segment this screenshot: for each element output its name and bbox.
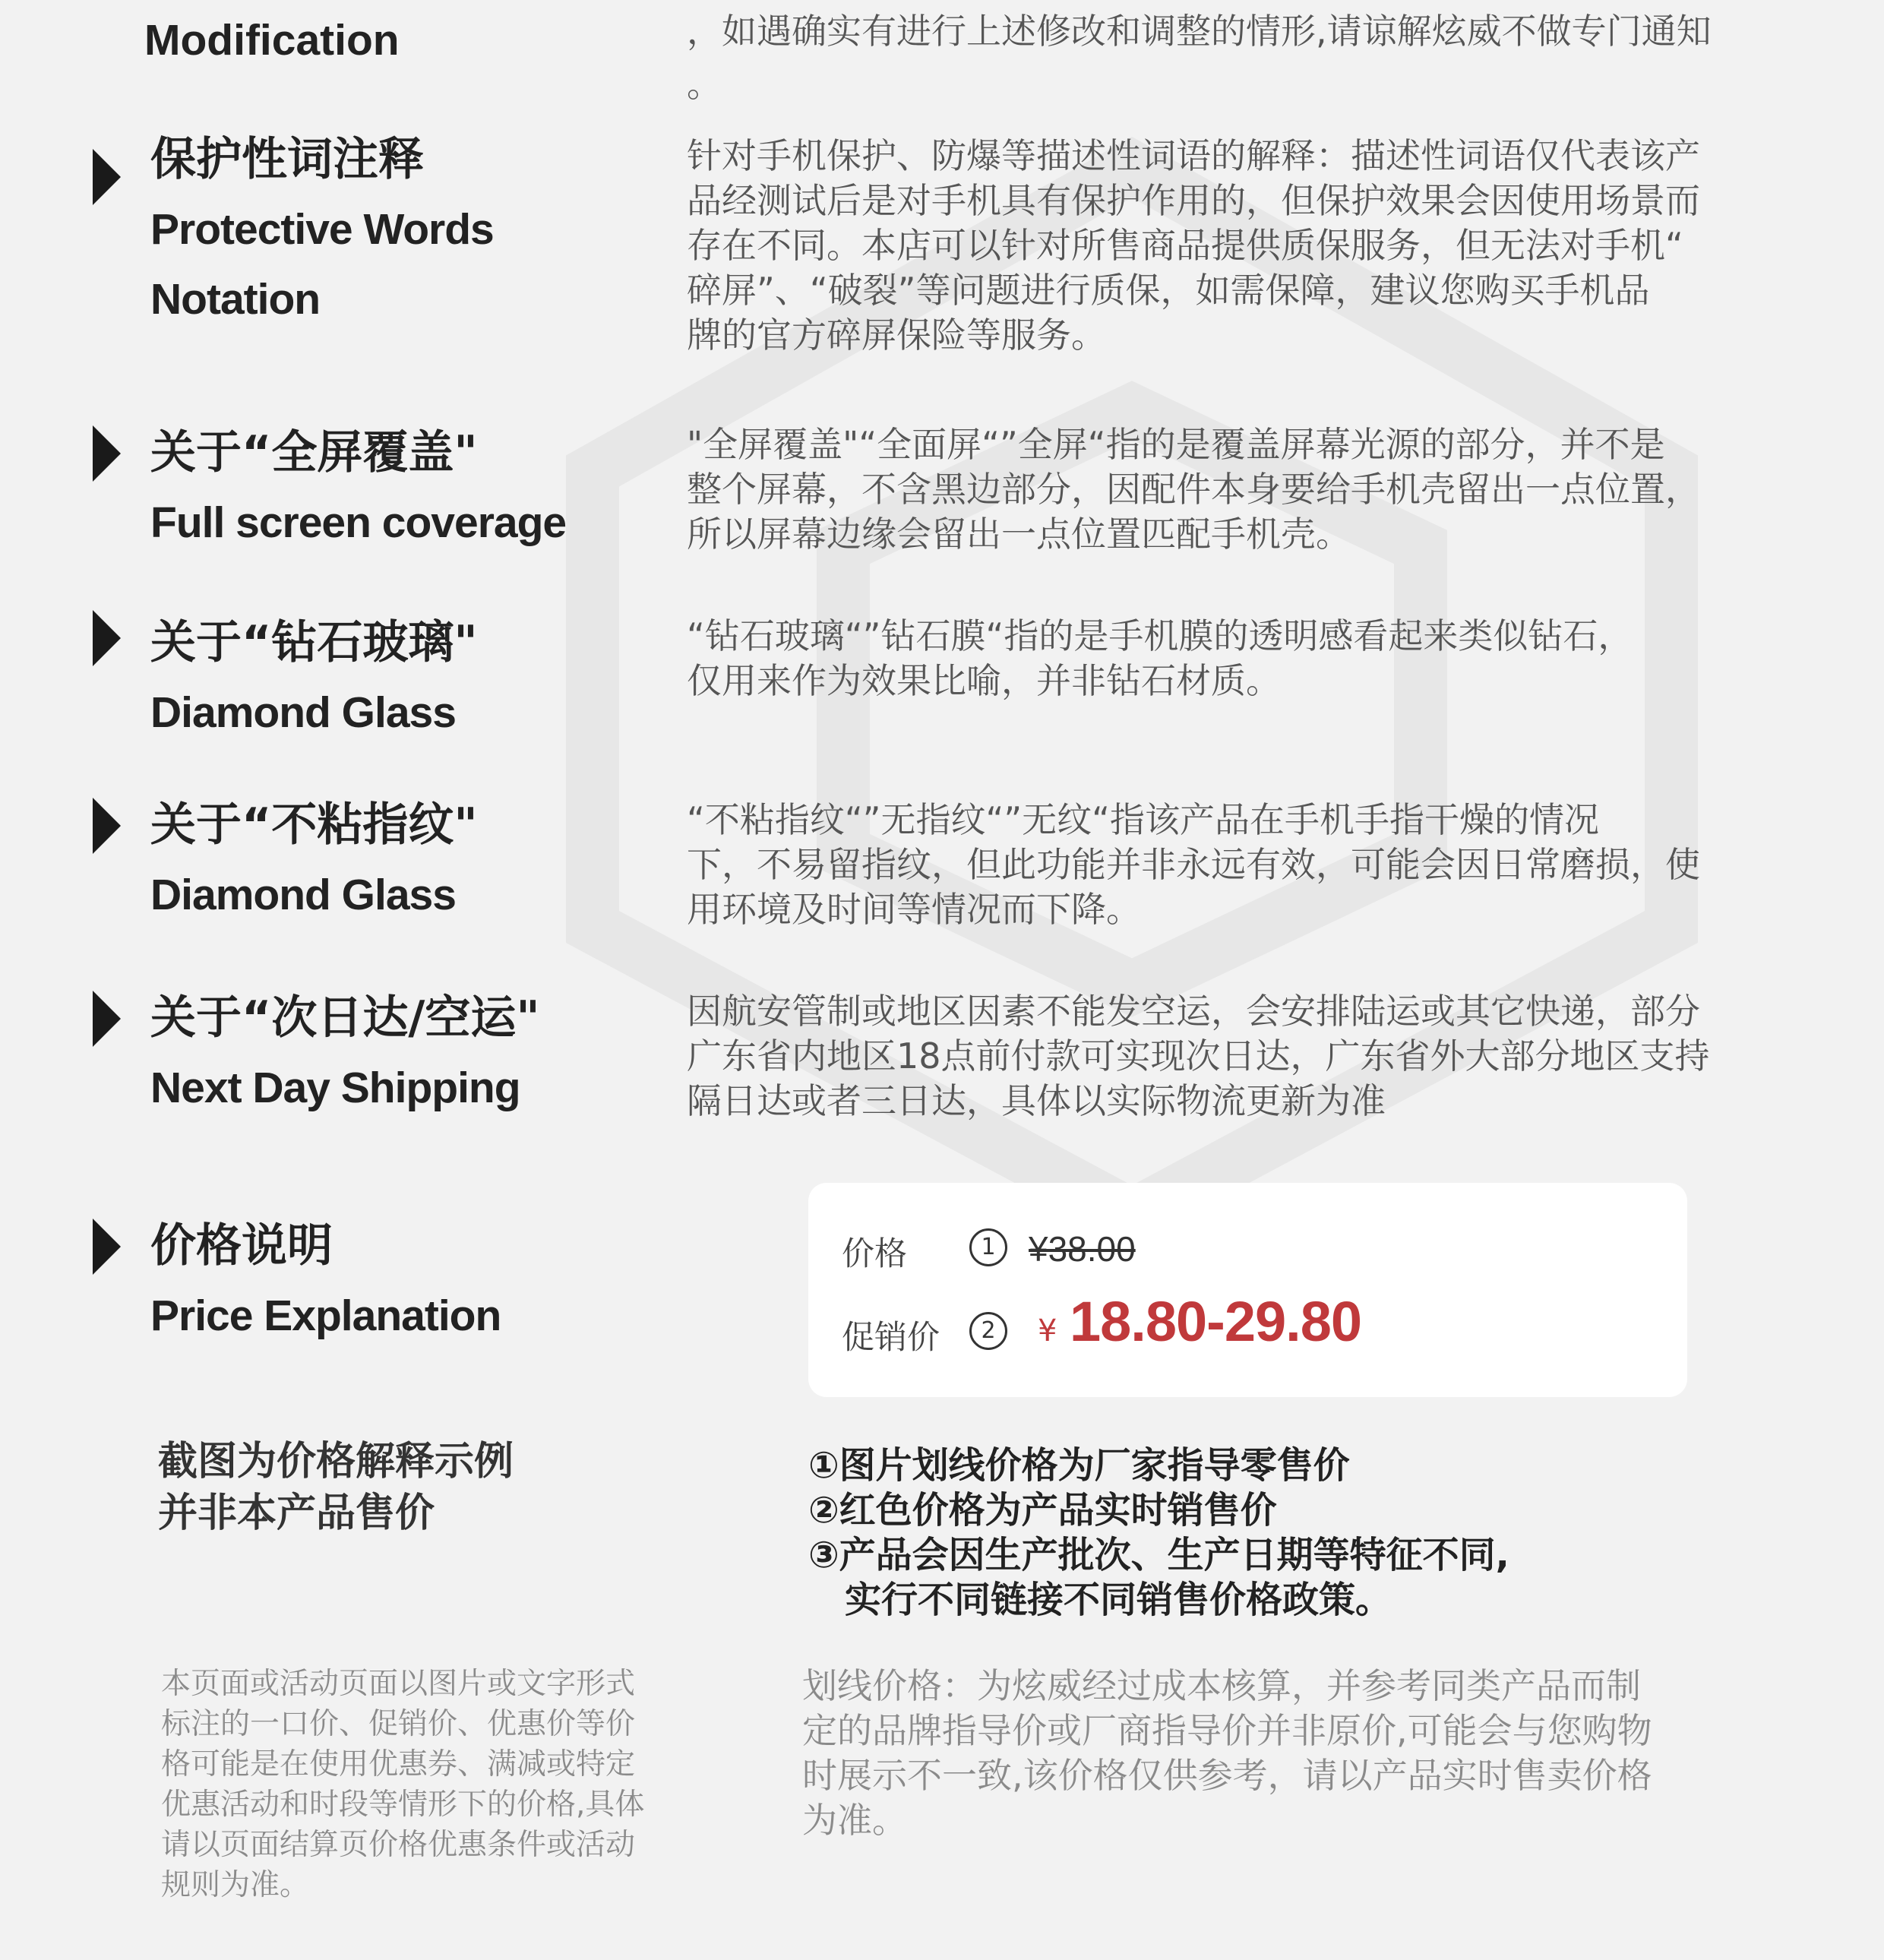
price-note-line: 实行不同链接不同销售价格政策。 <box>808 1579 1392 1621</box>
bullet-arrow-icon <box>93 425 121 482</box>
promo-price-label: 促销价 <box>842 1319 940 1357</box>
bullet-arrow-icon <box>93 149 121 205</box>
modification-label: Modification <box>144 16 400 65</box>
section-title-en: Notation <box>150 275 321 324</box>
section-title-en: Protective Words <box>150 205 494 254</box>
price-notes <box>808 1443 1509 1623</box>
price-note-line: ③产品会因生产批次、生产日期等特征不同, <box>808 1534 1509 1576</box>
fine-print-left: 本页面或活动页面以图片或文字形式标注的一口价、促销价、优惠价等价格可能是在使用优惠券、满减或特定优惠活动和时段等情形下的价格,具体请以页面结算页价格优惠条件或活动规则为准。 <box>161 1667 645 1902</box>
price-example-card <box>808 1183 1687 1397</box>
section-title-zh: 价格说明 <box>150 1219 333 1272</box>
fine-print-right: 划线价格：为炫威经过成本核算，并参考同类产品而制定的品牌指导价或厂商指导价并非原价,可能会与您购物时展示不一致,该价格仅供参考，请以产品实时售卖价格为准。 <box>802 1665 1652 1841</box>
section-text-fullscreen: "全屏覆盖"“全面屏“”全屏“指的是覆盖屏幕光源的部分，并不是 整个屏幕，不含黑边部分，因配件本身要给手机壳留出一点位置， 所以屏幕边缘会留出一点位置匹配手机壳。 <box>687 424 1700 555</box>
bullet-arrow-icon <box>93 991 121 1047</box>
bullet-arrow-icon <box>93 798 121 854</box>
currency-symbol: ¥ <box>1038 1314 1057 1348</box>
section-text-fingerprint: “不粘指纹“”无指纹“”无纹“指该产品在手机手指干燥的情况 下，不易留指纹，但此功能并非永远有效，可能会因日常磨损，使 用环境及时间等情况而下降。 <box>687 799 1700 930</box>
price-label: 价格 <box>842 1235 907 1273</box>
strikethrough-price: ¥38.00 <box>1029 1229 1136 1269</box>
marker-1-icon: 1 <box>969 1228 1007 1266</box>
disclaimer-line: 截图为价格解释示例 <box>158 1439 514 1484</box>
promo-price: 18.80-29.80 <box>1070 1290 1362 1353</box>
section-title-en: Diamond Glass <box>150 871 456 919</box>
modification-text: ，如遇确实有进行上述修改和调整的情形,请谅解炫威不做专门通知 。 <box>687 11 1712 105</box>
example-disclaimer <box>158 1436 514 1539</box>
disclaimer-line: 并非本产品售价 <box>158 1491 435 1536</box>
section-title-en: Diamond Glass <box>150 688 456 737</box>
section-title-en: Full screen coverage <box>150 498 567 547</box>
section-label-diamond <box>150 608 478 748</box>
section-label-fullscreen <box>150 418 566 558</box>
section-label-shipping <box>150 983 540 1123</box>
price-note-line: ①图片划线价格为厂家指导零售价 <box>808 1444 1350 1487</box>
section-title-en: Next Day Shipping <box>150 1064 520 1112</box>
section-title-zh: 关于“全屏覆盖" <box>150 426 478 479</box>
bullet-arrow-icon <box>93 610 121 666</box>
section-text-shipping: 因航安管制或地区因素不能发空运，会安排陆运或其它快递，部分 广东省内地区18点前付款可实现次日达，广东省外大部分地区支持 隔日达或者三日达，具体以实际物流更新为准 <box>687 991 1710 1121</box>
section-title-zh: 关于“次日达/空运" <box>150 991 540 1045</box>
section-label-protective <box>150 125 494 334</box>
marker-2-icon: 2 <box>969 1312 1007 1350</box>
section-label-fingerprint <box>150 790 478 930</box>
section-title-zh: 保护性词注释 <box>150 133 424 186</box>
section-title-zh: 关于“钻石玻璃" <box>150 616 478 669</box>
section-label-price <box>150 1211 501 1351</box>
bullet-arrow-icon <box>93 1219 121 1275</box>
section-text-diamond: “钻石玻璃“”钻石膜“指的是手机膜的透明感看起来类似钻石， 仅用来作为效果比喻，并非钻石材质。 <box>687 615 1633 701</box>
section-title-en: Price Explanation <box>150 1291 501 1340</box>
price-note-line: ②红色价格为产品实时销售价 <box>808 1489 1277 1532</box>
section-text-protective: 针对手机保护、防爆等描述性词语的解释：描述性词语仅代表该产 品经测试后是对手机具有保护作用的，但保护效果会因使用场景而 存在不同。本店可以针对所售商品提供质保服务，但无法对手机“ 碎屏”、“破裂”等问题进行质保，如需保障，建议您购买手机品 牌的官方碎屏保险等服务。 <box>687 135 1700 356</box>
section-title-zh: 关于“不粘指纹" <box>150 798 478 852</box>
